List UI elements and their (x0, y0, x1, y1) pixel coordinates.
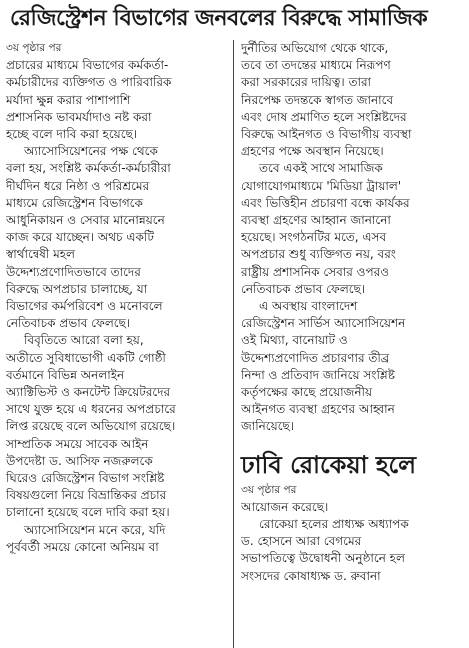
text-line: ওই মিথ্যা, বানোয়াট ও (241, 333, 348, 348)
text-line: প্রচারের মাধ্যমে বিভাগের কর্মকর্তা- (6, 58, 169, 73)
column-divider (233, 40, 234, 648)
text-line: ব্যবস্থা গ্রহণের আহ্বান জানানো (241, 213, 391, 228)
headline: রেজিস্ট্রেশন বিভাগের জনবলের বিরুদ্ধে সামাজিক (10, 6, 428, 31)
text-line: কর্মচারীদের ব্যক্তিগত ও পারিবারিক (6, 75, 172, 90)
text-line: এ অবস্থায় বাংলাদেশ (259, 299, 358, 314)
text-line: বিভাগের কর্মপরিবেশ ও মনোবলে (6, 299, 163, 314)
text-line: কর্তৃপক্ষের কাছে প্রয়োজনীয় (241, 385, 373, 400)
text-line: উদ্দেশ্যপ্রণোদিতভাবে তাদের (6, 264, 141, 279)
text-line: ঘিরেও রেজিস্ট্রেশন বিভাগ সংশ্লিষ্ট (6, 471, 165, 486)
text-line: তবে তা তদন্তের মাধ্যমে নিরূপণ (241, 58, 391, 73)
text-line: মাধ্যমে রেজিস্ট্রেশন বিভাগকে (6, 195, 143, 210)
text-line: সংসদের কোষাধ্যক্ষ ড. রুবানা (241, 568, 381, 583)
text-line: বলা হয়, সংশ্লিষ্ট কর্মকর্তা-কর্মচারীরা (6, 161, 171, 176)
text-line: অ্যাসোসিয়েশন মনে করে, যদি (24, 522, 166, 537)
text-line: বিরুদ্ধে অপপ্রচার চালাচ্ছে, যা (6, 281, 148, 296)
text-line: যোগাযোগমাধ্যমে 'মিডিয়া ট্রায়াল' (241, 178, 402, 193)
text-line: জানিয়েছে। (241, 419, 295, 434)
text-line: গ্রহণের পক্ষে অবস্থান নিয়েছে। (241, 144, 384, 159)
text-line: রোকেয়া হলের প্রাধ্যক্ষ অধ্যাপক (259, 517, 409, 532)
text-line: নেতিবাচক প্রভাব ফেলছে। (241, 281, 366, 296)
text-line: আইনগত ব্যবস্থা গ্রহণের আহ্বান (241, 402, 395, 417)
text-line: এবং দোষ প্রমাণিত হলে সংশ্লিষ্টদের (241, 109, 407, 124)
text-line: অতীতে সুবিধাভোগী একটি গোষ্ঠী (6, 350, 166, 365)
sub-headline: ঢাবি রোকেয়া হলে (241, 450, 417, 479)
text-line: অ্যাসোসিয়েশনের পক্ষ থেকে (24, 144, 158, 159)
text-line: চালানো হয়েছে বলে দাবি করা হয়। (6, 505, 170, 520)
text-line: মর্যাদা ক্ষুন্ন করার পাশাপাশি (6, 92, 131, 107)
text-line: রাষ্ট্রীয় প্রশাসনিক সেবার ওপরও (241, 264, 390, 279)
text-line: বর্তমানে বিভিন্ন অনলাইন (6, 367, 125, 382)
text-line: সাম্প্রতিক সময়ে সাবেক আইন (6, 436, 149, 451)
left-column (6, 40, 227, 556)
text-line: কাজ করে যাচ্ছেন। অথচ একটি (6, 230, 154, 245)
text-line: করা সরকারের দায়িত্ব। তারা (241, 75, 372, 90)
text-line: সভাপতিত্বে উদ্বোধনী অনুষ্ঠানে হল (241, 551, 405, 566)
text-line: বিবৃতিতে আরো বলা হয়, (24, 333, 144, 348)
text-line: স্বার্থান্বেষী মহল (6, 247, 75, 262)
text-line: আয়োজন করেছে। (241, 499, 329, 514)
text-line: দীর্ঘদিন ধরে নিষ্ঠা ও পরিশ্রমের (6, 178, 150, 193)
text-line: প্রশাসনিক ভাবমর্যাদাও নষ্ট করা (6, 109, 152, 124)
text-line: ড. হোসনে আরা বেগমের (241, 534, 362, 549)
text-line: দুর্নীতির অভিযোগ থেকে থাকে, (241, 41, 389, 55)
jump-label: ৩য় পৃষ্ঠার পর (241, 483, 297, 496)
text-line: বিরুদ্ধে আইনগত ও বিভাগীয় ব্যবস্থা (241, 127, 412, 142)
text-line: নিন্দা ও প্রতিবাদ জানিয়ে সংশ্লিষ্ট (241, 367, 395, 382)
text-line: উপদেষ্টা ড. আসিফ নজরুলকে (6, 453, 153, 468)
text-line: সাথে যুক্ত হয়ে এ ধরনের অপপ্রচারে (6, 402, 176, 417)
jump-label: ৩য় পৃষ্ঠার পর (6, 42, 62, 54)
text-line: নিরপেক্ষ তদন্তকে স্বাগত জানাবে (241, 92, 394, 107)
text-line: তবে একই সাথে সামাজিক (259, 161, 383, 176)
text-line: হয়েছে। সংগঠনটির মতে, এসব (241, 230, 387, 245)
text-line: উদ্দেশ্যপ্রণোদিত প্রচারণার তীব্র (241, 350, 390, 365)
text-line: আধুনিকায়ন ও সেবার মানোন্নয়নে (6, 213, 165, 228)
text-line: রেজিস্ট্রেশন সার্ভিস অ্যাসোসিয়েশন (241, 316, 406, 331)
text-line: অপপ্রচার শুধু ব্যক্তিগত নয়, বরং (241, 247, 396, 262)
text-line: নেতিবাচক প্রভাব ফেলছে। (6, 316, 131, 331)
text-line: অ্যাক্টিভিস্ট ও কনটেন্ট ক্রিয়েটরদের (6, 385, 171, 400)
text-line: এবং ভিত্তিহীন প্রচারণা বন্ধে কার্যকর (241, 195, 410, 210)
text-line: লিপ্ত রয়েছে বলে অভিযোগ রয়েছে। (6, 419, 176, 434)
text-line: পূর্ববর্তী সময়ে কোনো অনিয়ম বা (6, 539, 159, 554)
right-column (241, 40, 465, 585)
text-line: হচ্ছে বলে দাবি করা হয়েছে। (6, 127, 138, 142)
text-line: বিষয়গুলো নিয়ে বিভ্রান্তিকর প্রচার (6, 488, 167, 503)
